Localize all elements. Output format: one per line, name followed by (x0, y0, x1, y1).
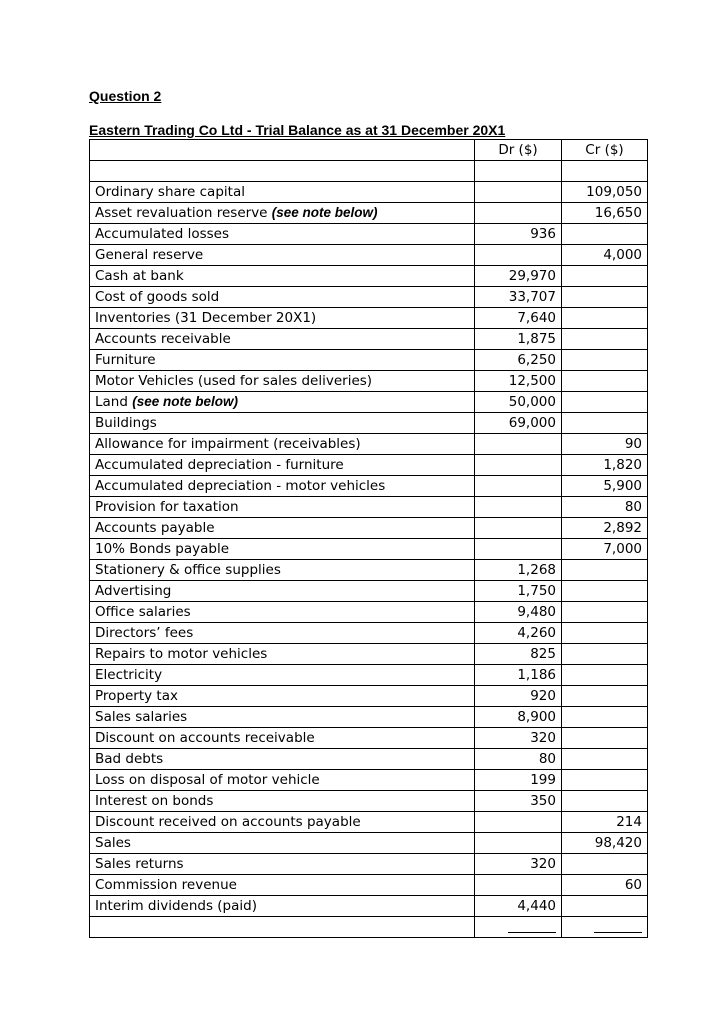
cr-amount (562, 224, 648, 245)
account-name: Property tax (95, 688, 178, 704)
account-name-cell (90, 497, 475, 518)
cr-amount (562, 392, 648, 413)
cr-amount (562, 308, 648, 329)
account-name: Motor Vehicles (used for sales deliveries) (95, 373, 373, 389)
cr-amount (562, 791, 648, 812)
table-row (90, 854, 648, 875)
account-name-cell (90, 728, 475, 749)
account-name: Sales returns (95, 856, 184, 872)
cr-amount: 1,820 (562, 455, 648, 476)
account-name-cell (90, 434, 475, 455)
total-underline (508, 917, 556, 933)
dr-amount: 69,000 (475, 413, 562, 434)
account-name-cell (90, 308, 475, 329)
dr-amount (475, 203, 562, 224)
cr-amount (562, 623, 648, 644)
table-row (90, 581, 648, 602)
table-row (90, 539, 648, 560)
cr-amount (562, 686, 648, 707)
trial-balance-title: Eastern Trading Co Ltd - Trial Balance as at 31 December 20X1 (89, 122, 506, 138)
account-name: Interim dividends (paid) (95, 898, 257, 914)
account-name: Allowance for impairment (receivables) (95, 436, 361, 452)
table-row (90, 644, 648, 665)
dr-amount: 7,640 (475, 308, 562, 329)
account-name: Commission revenue (95, 877, 237, 893)
dr-amount: 4,440 (475, 896, 562, 917)
cr-total-cell (562, 917, 648, 938)
blank-cell (475, 161, 562, 182)
dr-amount: 825 (475, 644, 562, 665)
cr-amount (562, 350, 648, 371)
blank-cell (562, 161, 648, 182)
account-name-cell (90, 644, 475, 665)
dr-amount: 936 (475, 224, 562, 245)
account-name: Sales (95, 835, 131, 851)
account-name-cell (90, 686, 475, 707)
total-underline (594, 917, 642, 933)
account-name-cell (90, 287, 475, 308)
table-row (90, 602, 648, 623)
totals-row (90, 917, 648, 938)
cr-amount: 109,050 (562, 182, 648, 203)
table-row (90, 182, 648, 203)
dr-amount: 320 (475, 854, 562, 875)
header-row (90, 140, 648, 161)
table-row (90, 308, 648, 329)
account-name: Discount received on accounts payable (95, 814, 361, 830)
account-name-cell (90, 623, 475, 644)
dr-amount: 33,707 (475, 287, 562, 308)
dr-amount (475, 875, 562, 896)
cr-amount (562, 602, 648, 623)
table-row (90, 476, 648, 497)
dr-amount: 350 (475, 791, 562, 812)
dr-amount: 1,750 (475, 581, 562, 602)
account-name-cell (90, 455, 475, 476)
table-row (90, 434, 648, 455)
dr-amount (475, 455, 562, 476)
account-name: Directors’ fees (95, 625, 194, 641)
table-row (90, 560, 648, 581)
table-row (90, 770, 648, 791)
table-row (90, 287, 648, 308)
account-name: Discount on accounts receivable (95, 730, 315, 746)
table-row (90, 707, 648, 728)
account-note: (see note below) (132, 394, 238, 409)
account-name-cell (90, 518, 475, 539)
table-row (90, 245, 648, 266)
dr-amount: 80 (475, 749, 562, 770)
account-name-cell (90, 581, 475, 602)
account-name-cell (90, 602, 475, 623)
cr-amount (562, 896, 648, 917)
table-row (90, 371, 648, 392)
dr-amount: 199 (475, 770, 562, 791)
account-name: Repairs to motor vehicles (95, 646, 268, 662)
dr-amount (475, 245, 562, 266)
cr-amount: 7,000 (562, 539, 648, 560)
account-name: Bad debts (95, 751, 164, 767)
cr-amount (562, 770, 648, 791)
account-name-cell (90, 875, 475, 896)
cr-amount: 4,000 (562, 245, 648, 266)
dr-amount: 50,000 (475, 392, 562, 413)
account-name: Accumulated depreciation - motor vehicles (95, 478, 386, 494)
account-name-cell (90, 371, 475, 392)
table-row (90, 518, 648, 539)
account-name-cell (90, 539, 475, 560)
table-row (90, 224, 648, 245)
account-name-cell (90, 413, 475, 434)
dr-amount (475, 476, 562, 497)
table-row (90, 833, 648, 854)
cr-amount: 5,900 (562, 476, 648, 497)
table-row (90, 791, 648, 812)
table-row (90, 623, 648, 644)
table-row (90, 497, 648, 518)
account-name: Advertising (95, 583, 172, 599)
account-name-cell (90, 812, 475, 833)
table-row (90, 329, 648, 350)
table-row (90, 875, 648, 896)
account-name-cell (90, 224, 475, 245)
account-name-cell (90, 392, 475, 413)
account-name-cell (90, 665, 475, 686)
cr-amount (562, 581, 648, 602)
dr-amount: 1,186 (475, 665, 562, 686)
dr-amount: 4,260 (475, 623, 562, 644)
account-name: Interest on bonds (95, 793, 214, 809)
cr-amount (562, 287, 648, 308)
account-name: Furniture (95, 352, 156, 368)
cr-amount (562, 329, 648, 350)
account-name: Inventories (31 December 20X1) (95, 310, 317, 326)
account-name: Accounts receivable (95, 331, 231, 347)
account-name: Stationery & office supplies (95, 562, 281, 578)
account-name: Cost of goods sold (95, 289, 220, 305)
account-name: Accounts payable (95, 520, 215, 536)
table-row (90, 896, 648, 917)
cr-amount (562, 854, 648, 875)
account-name-cell (90, 329, 475, 350)
dr-amount (475, 497, 562, 518)
account-name-cell (90, 896, 475, 917)
table-row (90, 392, 648, 413)
cr-amount (562, 728, 648, 749)
account-name: Buildings (95, 415, 157, 431)
account-name-cell (90, 245, 475, 266)
question-heading: Question 2 (89, 88, 162, 104)
dr-column-header: Dr ($) (475, 140, 562, 161)
account-name: 10% Bonds payable (95, 541, 229, 557)
table-row (90, 812, 648, 833)
account-name-cell (90, 182, 475, 203)
table-row (90, 413, 648, 434)
account-name: Ordinary share capital (95, 184, 245, 200)
trial-balance-table (89, 139, 648, 938)
dr-amount (475, 182, 562, 203)
account-name-cell (90, 707, 475, 728)
dr-amount: 320 (475, 728, 562, 749)
table-row (90, 350, 648, 371)
account-name: Provision for taxation (95, 499, 239, 515)
account-name: Asset revaluation reserve (95, 205, 272, 221)
blank-cell (90, 161, 475, 182)
account-note: (see note below) (271, 205, 378, 220)
account-header-cell (90, 140, 475, 161)
cr-amount: 16,650 (562, 203, 648, 224)
dr-amount: 1,875 (475, 329, 562, 350)
dr-amount (475, 539, 562, 560)
dr-amount: 6,250 (475, 350, 562, 371)
account-name-cell (90, 350, 475, 371)
cr-amount: 98,420 (562, 833, 648, 854)
cr-amount (562, 644, 648, 665)
cr-amount: 60 (562, 875, 648, 896)
dr-amount (475, 434, 562, 455)
dr-amount (475, 833, 562, 854)
account-name: Land (95, 394, 133, 410)
account-name: Accumulated depreciation - furniture (95, 457, 344, 473)
account-name: Accumulated losses (95, 226, 230, 242)
account-name-cell (90, 560, 475, 581)
account-name-cell (90, 203, 475, 224)
account-name-cell (90, 854, 475, 875)
dr-amount: 920 (475, 686, 562, 707)
table-row (90, 203, 648, 224)
dr-amount: 9,480 (475, 602, 562, 623)
blank-row (90, 161, 648, 182)
account-name: Office salaries (95, 604, 191, 620)
cr-amount (562, 665, 648, 686)
dr-amount: 1,268 (475, 560, 562, 581)
cr-amount (562, 371, 648, 392)
cr-amount: 2,892 (562, 518, 648, 539)
account-name-cell (90, 266, 475, 287)
account-name-cell (90, 833, 475, 854)
table-row (90, 455, 648, 476)
cr-amount (562, 413, 648, 434)
cr-amount (562, 266, 648, 287)
total-label-cell (90, 917, 475, 938)
table-row (90, 266, 648, 287)
cr-amount: 214 (562, 812, 648, 833)
dr-amount: 29,970 (475, 266, 562, 287)
account-name-cell (90, 476, 475, 497)
cr-column-header: Cr ($) (562, 140, 648, 161)
cr-amount: 80 (562, 497, 648, 518)
account-name: General reserve (95, 247, 204, 263)
dr-amount: 12,500 (475, 371, 562, 392)
account-name: Electricity (95, 667, 163, 683)
cr-amount (562, 749, 648, 770)
account-name: Sales salaries (95, 709, 188, 725)
table-row (90, 728, 648, 749)
cr-amount: 90 (562, 434, 648, 455)
account-name-cell (90, 770, 475, 791)
account-name: Loss on disposal of motor vehicle (95, 772, 320, 788)
dr-amount: 8,900 (475, 707, 562, 728)
account-name-cell (90, 791, 475, 812)
dr-amount (475, 518, 562, 539)
dr-amount (475, 812, 562, 833)
table-row (90, 686, 648, 707)
dr-total-cell (475, 917, 562, 938)
account-name-cell (90, 749, 475, 770)
cr-amount (562, 560, 648, 581)
table-row (90, 665, 648, 686)
cr-amount (562, 707, 648, 728)
table-row (90, 749, 648, 770)
account-name: Cash at bank (95, 268, 184, 284)
